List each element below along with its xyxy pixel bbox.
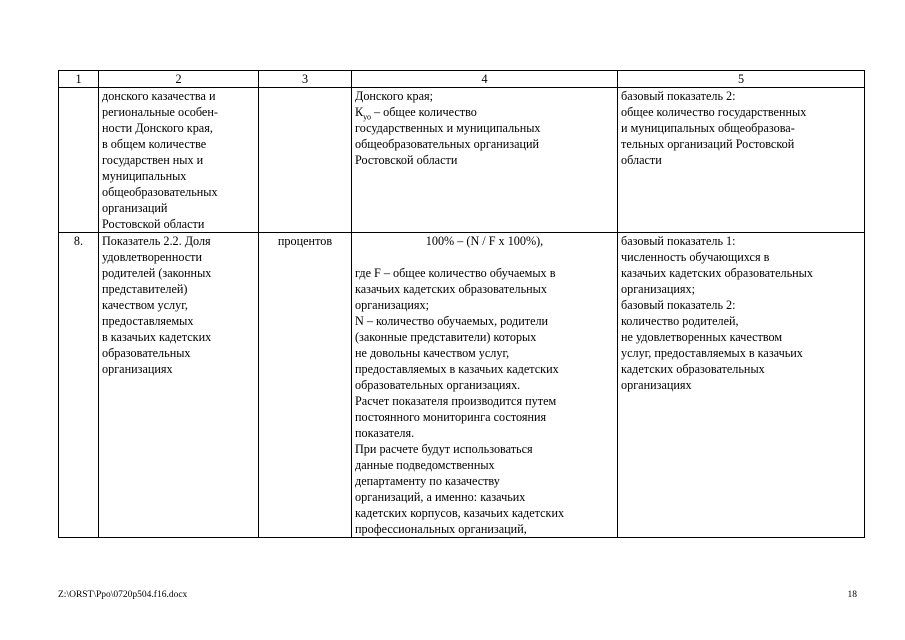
- indicator-table: [58, 70, 865, 538]
- header-col-2: 2: [99, 71, 259, 88]
- formula-gap: [355, 249, 614, 265]
- table-row-continued: [59, 88, 865, 233]
- table-row-8: [59, 233, 865, 538]
- cell-unit: процентов: [259, 233, 352, 538]
- header-col-1: 1: [59, 71, 99, 88]
- cell-indicator-name: [99, 88, 259, 233]
- base-indicators-text: базовый показатель 2: общее количество государственных и муниципальных общеобразова- тельных организаций Ростовской области: [621, 89, 807, 167]
- header-col-3: 3: [259, 71, 352, 88]
- footer-page-number: 18: [847, 590, 857, 600]
- method-line-1: Донского края;: [355, 89, 433, 103]
- indicator-name-text: донского казачества и региональные особен- ности Донского края, в общем количестве государствен ных и муниципальных общеобразовательных организаций Ростовской области: [102, 89, 218, 231]
- cell-base-indicators: [618, 88, 865, 233]
- base-indicators-text: базовый показатель 1: численность обучающихся в казачьих кадетских образовательных организациях; базовый показатель 2: количество родителей, не удовлетворенных качеством услуг, предоставляемых в казачьих кадетских образовательных организациях: [621, 234, 813, 392]
- header-col-4: 4: [352, 71, 618, 88]
- cell-indicator-name: [99, 233, 259, 538]
- footer-file-path: Z:\ORST\Ppo\0720p504.f16.docx: [58, 590, 188, 600]
- method-rest: государственных и муниципальных общеобразовательных организаций Ростовской области: [355, 121, 541, 167]
- kuo-symbol: К: [355, 105, 364, 119]
- kuo-subscript: уо: [363, 112, 371, 122]
- cell-number: 8.: [59, 233, 99, 538]
- header-row: [59, 71, 865, 88]
- cell-base-indicators: [618, 233, 865, 538]
- cell-number: [59, 88, 99, 233]
- method-kuo-line: [355, 105, 477, 122]
- cell-method: [352, 88, 618, 233]
- header-col-5: 5: [618, 71, 865, 88]
- kuo-definition: – общее количество: [370, 105, 477, 119]
- method-text: где F – общее количество обучаемых в казачьих кадетских образовательных организациях; N – количество обучаемых, родители (законные представители) которых не довольны качеством услуг, предоставляемых в казачьих кадетских образовательных организациях. Расчет показателя производится путем постоянного мониторинга состояния показателя. При расчете будут использоваться данные подведомственных департаменту по казачеству организаций, а именно: казачьих кадетских корпусов, казачьих кадетских профессиональных организаций,: [355, 266, 565, 536]
- method-formula: 100% – (N / F x 100%),: [425, 234, 544, 248]
- cell-method: [352, 233, 618, 538]
- cell-unit: [259, 88, 352, 233]
- indicator-name-text: Показатель 2.2. Доля удовлетворенности родителей (законных представителей) качеством услуг, предоставляемых в казачьих кадетских образовательных организациях: [102, 234, 212, 376]
